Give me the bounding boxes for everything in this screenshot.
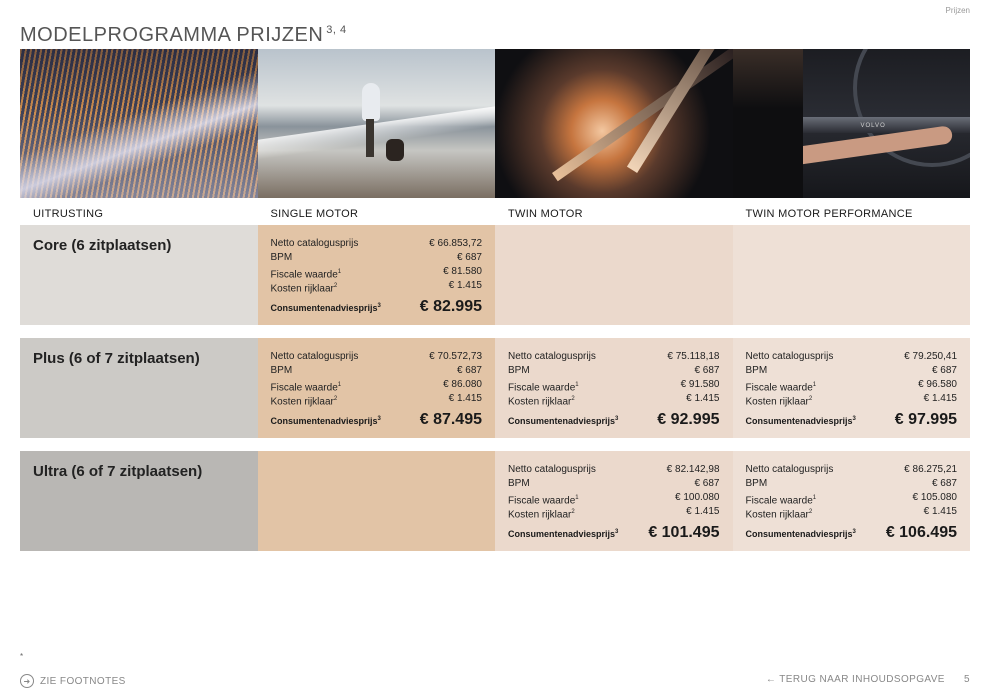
price-line-label: BPM: [270, 365, 293, 376]
consumer-price-label: Consumentenadviesprijs$^3$: [270, 303, 381, 313]
consumer-price: [746, 524, 958, 542]
footnote-marker: *: [20, 652, 24, 661]
header-uitrusting: UITRUSTING: [33, 208, 104, 220]
price-line-netto: [508, 350, 720, 364]
consumer-price-value: € 97.995: [894, 411, 957, 428]
price-cell-single-motor: [258, 338, 496, 438]
price-line-label: Netto catalogusprijs: [745, 351, 834, 362]
price-line-label: Fiscale waarde$^1$: [745, 382, 817, 394]
consumer-price-label: Consumentenadviesprijs$^3$: [508, 529, 619, 539]
table-row: [20, 338, 970, 438]
price-line-bpm: [271, 251, 483, 265]
price-line-fiscale: [746, 491, 958, 505]
price-line-fiscale: [746, 378, 958, 392]
hero-image-wheel-closeup: [495, 49, 733, 198]
price-line-value: € 79.250,41: [904, 351, 957, 362]
consumer-price-label: Consumentenadviesprijs$^3$: [270, 416, 381, 426]
price-line-label: BPM: [745, 478, 768, 489]
price-line-label: Fiscale waarde$^1$: [508, 382, 579, 394]
price-line-label: Netto catalogusprijs: [508, 464, 596, 475]
price-line-value: € 687: [694, 365, 720, 376]
price-line-label: BPM: [745, 365, 768, 376]
price-line-label: Kosten rijklaar$^2$: [508, 396, 575, 408]
price-line-bpm: [746, 477, 958, 491]
arrow-right-circle-icon: ➜: [20, 674, 34, 688]
consumer-price: [271, 298, 483, 316]
price-line-fiscale: [271, 378, 483, 392]
title-footnote-ref: 3, 4: [326, 24, 347, 36]
hero-images: [20, 49, 970, 198]
price-line-label: Fiscale waarde$^1$: [270, 382, 342, 394]
consumer-price: [508, 411, 720, 429]
hero-image-interior-detail: [20, 49, 258, 198]
price-line-label: Kosten rijklaar$^2$: [270, 283, 338, 295]
header-single-motor: SINGLE MOTOR: [270, 208, 359, 220]
consumer-price-value: € 92.995: [657, 411, 720, 428]
price-line-value: € 96.580: [918, 379, 957, 390]
price-line-label: Netto catalogusprijs: [745, 464, 834, 475]
price-line-fiscale: [508, 491, 720, 505]
price-line-label: Kosten rijklaar$^2$: [745, 396, 813, 408]
page-number: 5: [964, 674, 970, 685]
price-line-label: Kosten rijklaar$^2$: [270, 396, 338, 408]
price-line-value: € 687: [931, 478, 957, 489]
price-line-netto: [508, 463, 720, 477]
price-line-value: € 70.572,73: [429, 351, 482, 362]
price-line-netto: [746, 463, 958, 477]
price-line-label: Fiscale waarde$^1$: [745, 495, 817, 507]
price-line-value: € 1.415: [686, 393, 720, 404]
price-line-kosten: [508, 392, 720, 406]
price-line-label: BPM: [508, 365, 530, 376]
consumer-price-label: Consumentenadviesprijs$^3$: [745, 416, 856, 426]
price-table: [20, 204, 970, 564]
price-line-value: € 1.415: [923, 393, 957, 404]
consumer-price-label: Consumentenadviesprijs$^3$: [508, 416, 619, 426]
price-line-value: € 1.415: [686, 506, 720, 517]
hero-brand-text: VOLVO: [860, 123, 886, 129]
price-line-value: € 1.415: [923, 506, 957, 517]
price-cell-twin-motor-performance: [733, 225, 971, 325]
price-line-value: € 687: [931, 365, 957, 376]
consumer-price-value: € 82.995: [419, 298, 482, 315]
row-label: Core (6 zitplaatsen): [20, 225, 258, 325]
price-cell-twin-motor: [495, 451, 733, 551]
price-line-fiscale: [271, 265, 483, 279]
price-cell-single-motor: [258, 225, 496, 325]
table-row: [20, 225, 970, 325]
price-cell-twin-motor: [495, 225, 733, 325]
header-twin-motor-performance: TWIN MOTOR PERFORMANCE: [745, 208, 913, 220]
price-cell-single-motor: [258, 451, 496, 551]
back-to-contents-link[interactable]: ← TERUG NAAR INHOUDSOPGAVE: [765, 674, 945, 685]
price-line-value: € 100.080: [675, 492, 720, 503]
price-line-label: Netto catalogusprijs: [270, 238, 359, 249]
price-line-label: BPM: [508, 478, 530, 489]
hero-image-bike-rack: [733, 49, 971, 198]
row-label: Ultra (6 of 7 zitplaatsen): [20, 451, 258, 551]
footnotes-link-label: ZIE FOOTNOTES: [40, 675, 126, 687]
price-line-value: € 81.580: [443, 266, 482, 277]
price-line-label: BPM: [270, 252, 293, 263]
section-label: Prijzen: [945, 6, 970, 15]
price-line-value: € 82.142,98: [666, 464, 720, 475]
price-line-value: € 86.080: [443, 379, 482, 390]
price-line-value: € 86.275,21: [904, 464, 957, 475]
price-line-kosten: [746, 392, 958, 406]
price-line-kosten: [271, 392, 483, 406]
table-header: [20, 204, 970, 225]
price-line-value: € 75.118,18: [667, 351, 720, 362]
price-line-value: € 1.415: [448, 393, 482, 404]
price-line-kosten: [746, 505, 958, 519]
price-line-value: € 105.080: [912, 492, 957, 503]
price-line-value: € 1.415: [448, 280, 482, 291]
price-line-bpm: [508, 477, 720, 491]
price-line-value: € 687: [456, 365, 482, 376]
price-line-value: € 687: [694, 478, 720, 489]
consumer-price-value: € 87.495: [419, 411, 482, 428]
price-line-label: Fiscale waarde$^1$: [270, 269, 342, 281]
price-line-fiscale: [508, 378, 720, 392]
price-line-value: € 687: [456, 252, 482, 263]
price-line-label: Fiscale waarde$^1$: [508, 495, 579, 507]
row-label: Plus (6 of 7 zitplaatsen): [20, 338, 258, 438]
price-line-value: € 91.580: [680, 379, 720, 390]
price-line-label: Kosten rijklaar$^2$: [508, 509, 575, 521]
price-line-kosten: [271, 279, 483, 293]
price-cell-twin-motor-performance: [733, 451, 971, 551]
table-row: [20, 451, 970, 551]
consumer-price-value: € 106.495: [885, 524, 957, 541]
footnotes-link[interactable]: [20, 674, 126, 688]
price-line-value: € 66.853,72: [429, 238, 482, 249]
price-line-netto: [271, 237, 483, 251]
price-line-netto: [746, 350, 958, 364]
price-cell-twin-motor-performance: [733, 338, 971, 438]
price-line-label: Netto catalogusprijs: [508, 351, 596, 362]
price-line-netto: [271, 350, 483, 364]
page-title: MODELPROGRAMMA PRIJZEN $^{3, 4}$: [20, 24, 347, 46]
price-line-label: Kosten rijklaar$^2$: [745, 509, 813, 521]
footer-nav: [766, 674, 970, 685]
price-line-kosten: [508, 505, 720, 519]
consumer-price: [746, 411, 958, 429]
price-line-bpm: [508, 364, 720, 378]
consumer-price: [271, 411, 483, 429]
price-cell-twin-motor: [495, 338, 733, 438]
price-line-label: Netto catalogusprijs: [270, 351, 359, 362]
consumer-price-label: Consumentenadviesprijs$^3$: [745, 529, 856, 539]
consumer-price: [508, 524, 720, 542]
price-line-bpm: [271, 364, 483, 378]
price-line-bpm: [746, 364, 958, 378]
header-twin-motor: TWIN MOTOR: [508, 208, 583, 220]
hero-image-beach-walk: [258, 49, 496, 198]
consumer-price-value: € 101.495: [648, 524, 720, 541]
